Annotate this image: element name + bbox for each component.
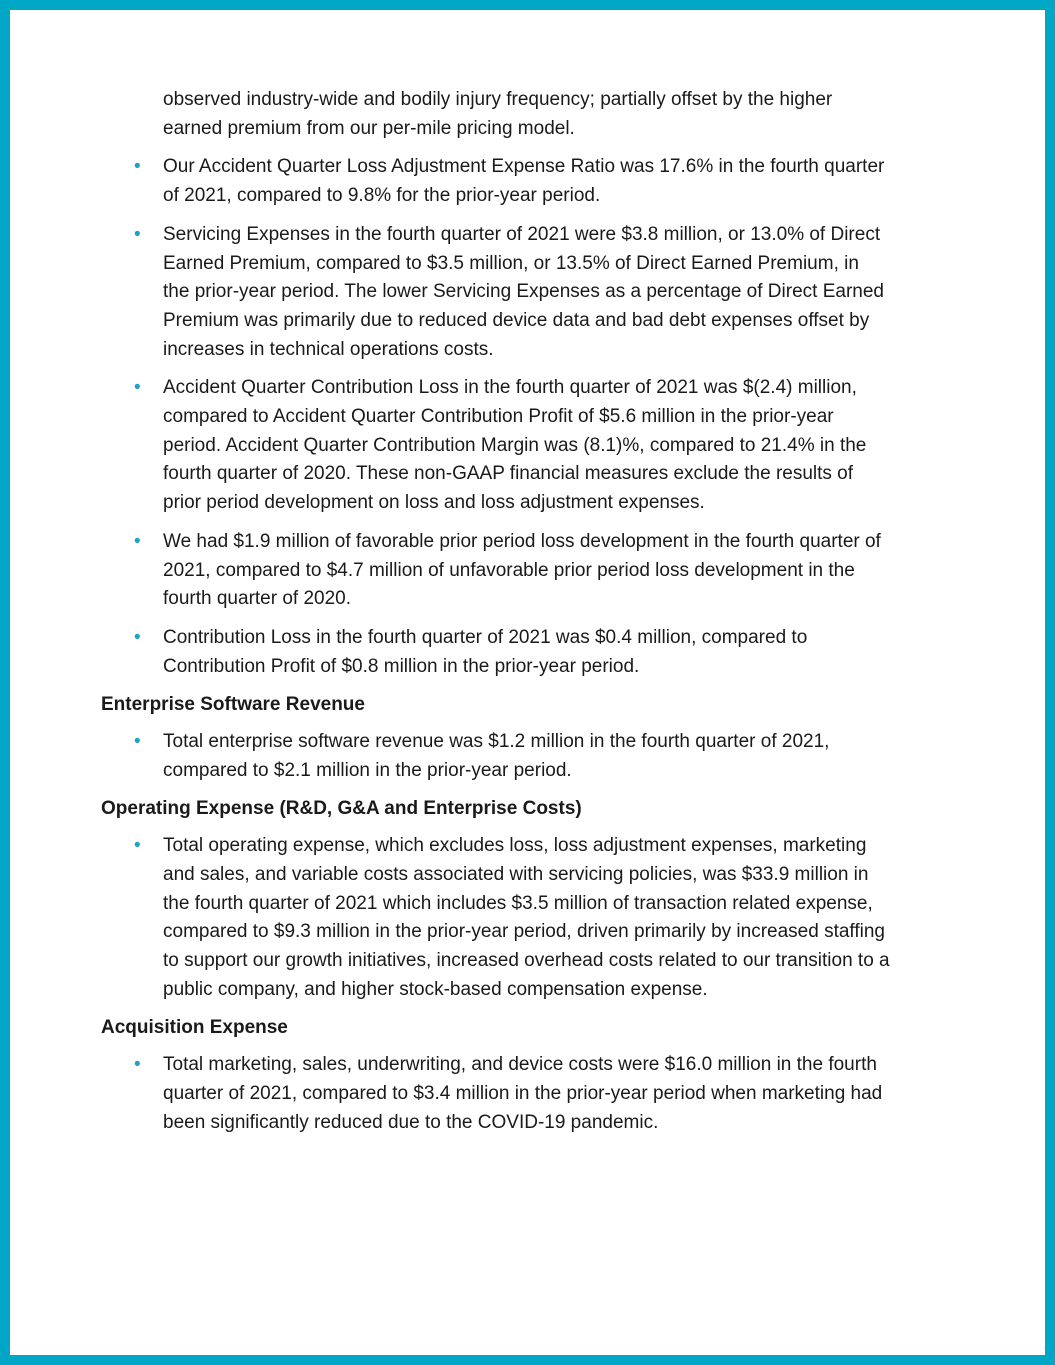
text-line: Total marketing, sales, underwriting, and device costs were $16.0 million in the fourth [163,1054,877,1076]
bullet-item [101,728,981,785]
text-line: fourth quarter of 2020. [163,588,352,610]
text-line: compared to Accident Quarter Contribution Profit of $5.6 million in the prior-year [163,406,834,428]
text-line: increases in technical operations costs. [163,338,494,360]
bullet-item [101,153,981,210]
text-line: observed industry-wide and bodily injury frequency; partially offset by the higher [163,89,833,110]
bullet-item [101,832,981,1004]
bullet-item [101,624,981,681]
text-line: Premium was primarily due to reduced device data and bad debt expenses offset by [163,309,870,331]
text-line: We had $1.9 million of favorable prior period loss development in the fourth quarter of [163,530,881,552]
text-line: Our Accident Quarter Loss Adjustment Expense Ratio was 17.6% in the fourth quarter [163,156,885,178]
text-line: prior period development on loss and loss adjustment expenses. [163,492,705,514]
text-line: and sales, and variable costs associated with servicing policies, was $33.9 million in [163,863,869,885]
text-line: Earned Premium, compared to $3.5 million, or 13.5% of Direct Earned Premium, in [163,252,859,274]
text-line: Total operating expense, which excludes loss, loss adjustment expenses, marketing [163,835,867,857]
text-line: compared to $2.1 million in the prior-year period. [163,759,572,781]
section-heading: Acquisition Expense [101,1017,288,1039]
text-line: Accident Quarter Contribution Loss in the fourth quarter of 2021 was $(2.4) million, [163,377,857,399]
text-line: fourth quarter of 2020. These non-GAAP financial measures exclude the results of [163,463,854,485]
text-line: compared to $9.3 million in the prior-year period, driven primarily by increased staffing [163,921,885,943]
document-content [101,86,981,1147]
text-line: of 2021, compared to 9.8% for the prior-year period. [163,185,601,207]
text-line: public company, and higher stock-based compensation expense. [163,978,708,1000]
bullet-icon: • [134,835,141,857]
bullet-icon: • [134,731,141,753]
text-line: the prior-year period. The lower Servicing Expenses as a percentage of Direct Earned [163,281,884,303]
text-line: the fourth quarter of 2021 which includes $3.5 million of transaction related expense, [163,892,873,914]
document-page [10,10,1045,1355]
section-heading: Enterprise Software Revenue [101,694,365,716]
text-line: earned premium from our per-mile pricing model. [163,117,575,139]
continued-paragraph [101,86,981,143]
bullet-item [101,374,981,518]
bullet-icon: • [134,156,141,178]
bullet-item [101,528,981,614]
bullet-item [101,221,981,365]
text-line: Servicing Expenses in the fourth quarter of 2021 were $3.8 million, or 13.0% of Direct [163,223,881,245]
text-line: period. Accident Quarter Contribution Margin was (8.1)%, compared to 21.4% in the [163,434,867,456]
section-heading: Operating Expense (R&D, G&A and Enterprise Costs) [101,798,582,820]
bullet-icon: • [134,626,141,648]
bullet-icon: • [134,223,141,245]
text-line: to support our growth initiatives, increased overhead costs related to our transition to a [163,949,890,971]
bullet-icon: • [134,1054,141,1076]
text-line: Contribution Profit of $0.8 million in the prior-year period. [163,655,640,677]
text-line: 2021, compared to $4.7 million of unfavorable prior period loss development in the [163,559,855,581]
text-line: been significantly reduced due to the COVID-19 pandemic. [163,1111,659,1133]
text-line: Contribution Loss in the fourth quarter of 2021 was $0.4 million, compared to [163,626,808,648]
bullet-icon: • [134,530,141,552]
text-line: quarter of 2021, compared to $3.4 million in the prior-year period when marketing had [163,1082,883,1104]
bullet-item [101,1051,981,1137]
bullet-icon: • [134,377,141,399]
text-line: Total enterprise software revenue was $1.2 million in the fourth quarter of 2021, [163,731,830,753]
